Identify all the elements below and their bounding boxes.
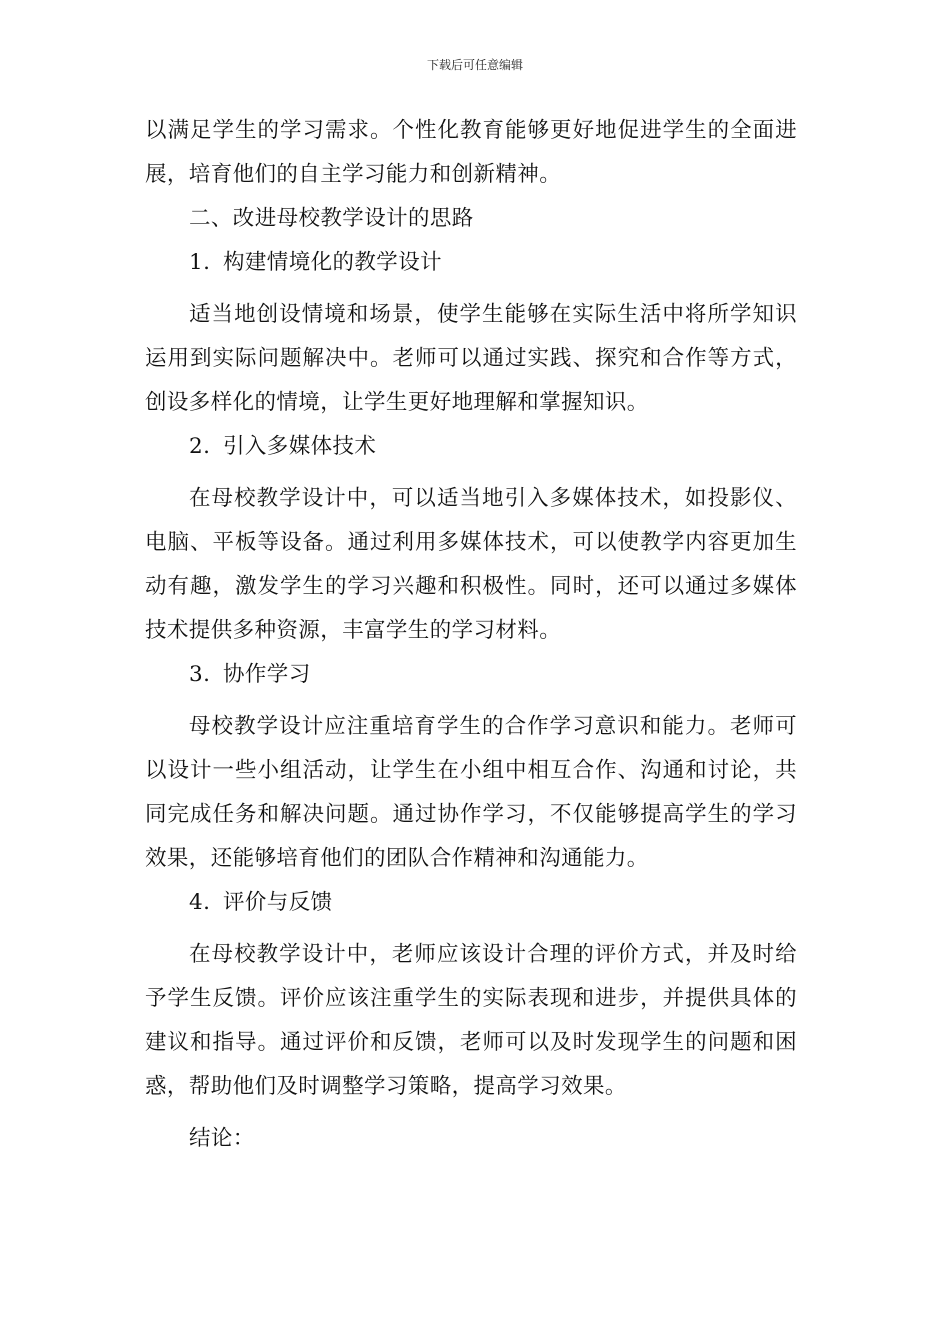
item-heading-4 xyxy=(145,881,797,925)
document-body xyxy=(145,109,797,1161)
item-heading-1 xyxy=(145,241,797,285)
item-paragraph-4: 在母校教学设计中，老师应该设计合理的评价方式，并及时给予学生反馈。评价应该注重学生的实际表现和进步，并提供具体的建议和指导。通过评价和反馈，老师可以及时发现学生的问题和困惑，帮助他们及时调整学习策略，提高学习效果。 xyxy=(145,942,797,1099)
item-number: 2. xyxy=(189,434,211,459)
conclusion-label: 结论： xyxy=(189,1126,255,1151)
item-paragraph-2: 在母校教学设计中，可以适当地引入多媒体技术，如投影仪、电脑、平板等设备。通过利用多媒体技术，可以使教学内容更加生动有趣，激发学生的学习兴趣和积极性。同时，还可以通过多媒体技术提供多种资源，丰富学生的学习材料。 xyxy=(145,486,797,643)
item-title: 引入多媒体技术 xyxy=(223,434,377,459)
section-title: 二、改进母校教学设计的思路 xyxy=(189,206,474,231)
item-paragraph-1: 适当地创设情境和场景，使学生能够在实际生活中将所学知识运用到实际问题解决中。老师可以通过实践、探究和合作等方式，创设多样化的情境，让学生更好地理解和掌握知识。 xyxy=(145,302,797,415)
item-heading-3 xyxy=(145,653,797,697)
item-number: 4. xyxy=(189,890,211,915)
item-heading-2 xyxy=(145,425,797,469)
item-title: 评价与反馈 xyxy=(223,890,333,915)
item-paragraph-3: 母校教学设计应注重培育学生的合作学习意识和能力。老师可以设计一些小组活动，让学生在小组中相互合作、沟通和讨论，共同完成任务和解决问题。通过协作学习，不仅能够提高学生的学习效果，还能够培育他们的团队合作精神和沟通能力。 xyxy=(145,714,797,871)
item-title: 构建情境化的教学设计 xyxy=(223,250,443,275)
item-number: 1. xyxy=(189,250,211,275)
item-title: 协作学习 xyxy=(223,662,311,687)
page-header-note: 下载后可任意编辑 xyxy=(426,58,523,72)
intro-paragraph: 以满足学生的学习需求。个性化教育能够更好地促进学生的全面进展，培育他们的自主学习能力和创新精神。 xyxy=(145,118,797,187)
item-number: 3. xyxy=(189,662,211,687)
